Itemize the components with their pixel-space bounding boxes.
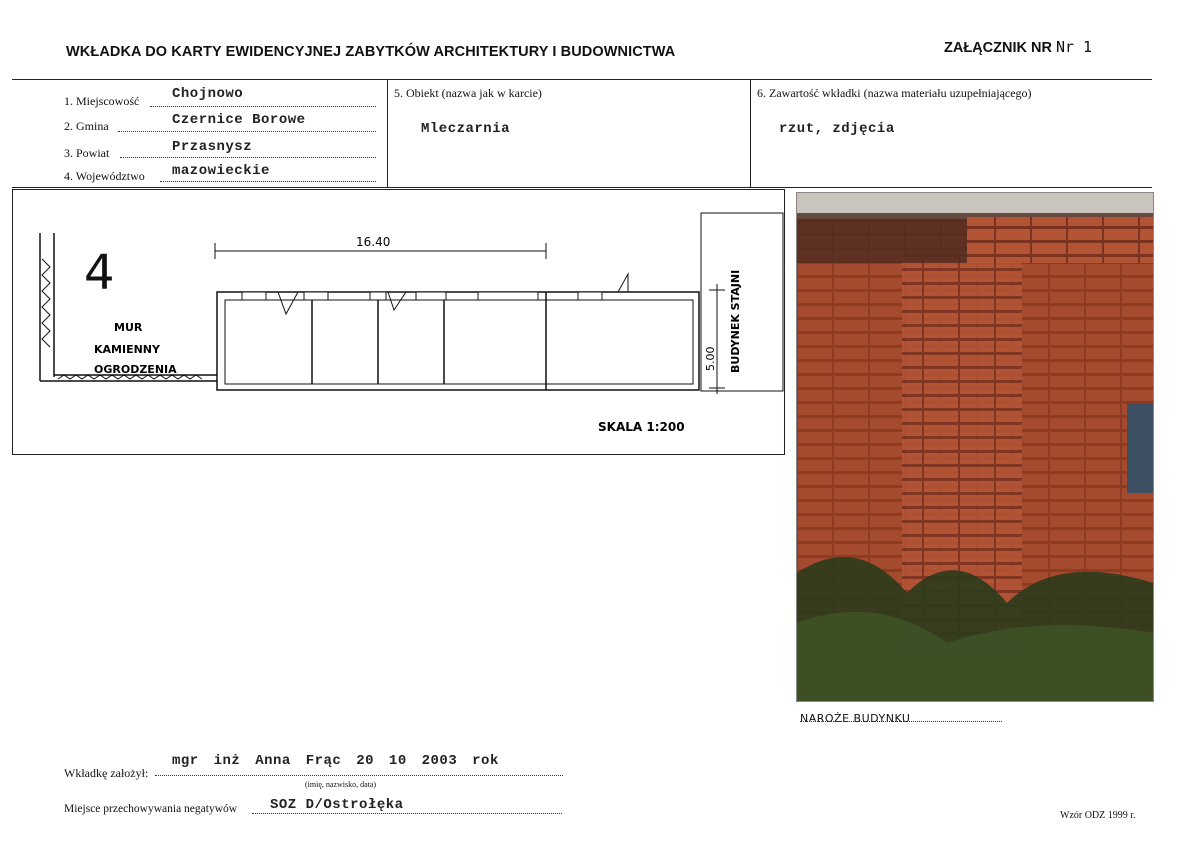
- miejscowosc-dotline: [150, 106, 376, 107]
- object-value: Mleczarnia: [421, 121, 511, 137]
- gmina-dotline: [118, 131, 376, 132]
- contents-label: 6. Zawartość wkładki (nazwa materiału uzupełniającego): [757, 86, 1032, 100]
- table-top-border: [12, 79, 1152, 80]
- storage-label: Miejsce przechowywania negatywów: [64, 803, 238, 815]
- author-hint: (imię, nazwisko, data): [305, 780, 377, 789]
- wojewodztwo-value: mazowieckie: [172, 163, 270, 179]
- powiat-value: Przasnysz: [172, 139, 253, 155]
- form-version: Wzór ODZ 1999 r.: [1060, 810, 1136, 821]
- brick-wall-image: [797, 193, 1153, 701]
- scale-label: SKALA 1:200: [598, 420, 685, 434]
- neighbor-building-label: BUDYNEK STAJNI: [729, 269, 742, 373]
- column-divider-2: [750, 79, 751, 187]
- gmina-label: 2. Gmina: [64, 119, 109, 133]
- north-arrow-icon: 4: [84, 245, 115, 301]
- dimension-width: 5.00: [704, 346, 717, 371]
- wojewodztwo-label: 4. Województwo: [64, 169, 145, 183]
- contents-value: rzut, zdjęcia: [779, 121, 895, 137]
- author-value: mgr inż Anna Frąc 20 10 2003 rok: [172, 753, 499, 769]
- powiat-label: 3. Powiat: [64, 146, 110, 160]
- photo-caption: NAROŻE BUDYNKU: [800, 712, 911, 725]
- floor-plan-drawing: [12, 189, 785, 455]
- object-label: 5. Obiekt (nazwa jak w karcie): [394, 86, 542, 100]
- storage-dotline: [252, 813, 562, 814]
- miejscowosc-label: 1. Miejscowość: [64, 94, 140, 108]
- wojewodztwo-dotline: [160, 181, 376, 182]
- annex-label: ZAŁĄCZNIK NR: [944, 40, 1052, 56]
- annex-number: Nr 1: [1055, 38, 1093, 56]
- author-dotline: [155, 775, 563, 776]
- form-title: WKŁADKA DO KARTY EWIDENCYJNEJ ZABYTKÓW ARCHITEKTURY I BUDOWNICTWA: [66, 44, 676, 60]
- dimension-length: 16.40: [356, 235, 391, 249]
- annex-label-group: [944, 38, 1092, 56]
- miejscowosc-value: Chojnowo: [172, 86, 244, 102]
- gmina-value: Czernice Borowe: [172, 112, 306, 128]
- storage-value: SOZ D/Ostrołęka: [270, 797, 404, 813]
- author-label: Wkładkę założył:: [64, 766, 149, 780]
- wall-label-1: MUR: [114, 321, 143, 334]
- wall-label-3: OGRODZENIA: [94, 363, 177, 376]
- table-bottom-border: [12, 187, 1152, 188]
- powiat-dotline: [120, 157, 376, 158]
- column-divider-1: [387, 79, 388, 187]
- wall-label-2: KAMIENNY: [94, 343, 160, 356]
- building-corner-photo: [796, 192, 1154, 702]
- photo-caption-dotline: [800, 721, 1002, 722]
